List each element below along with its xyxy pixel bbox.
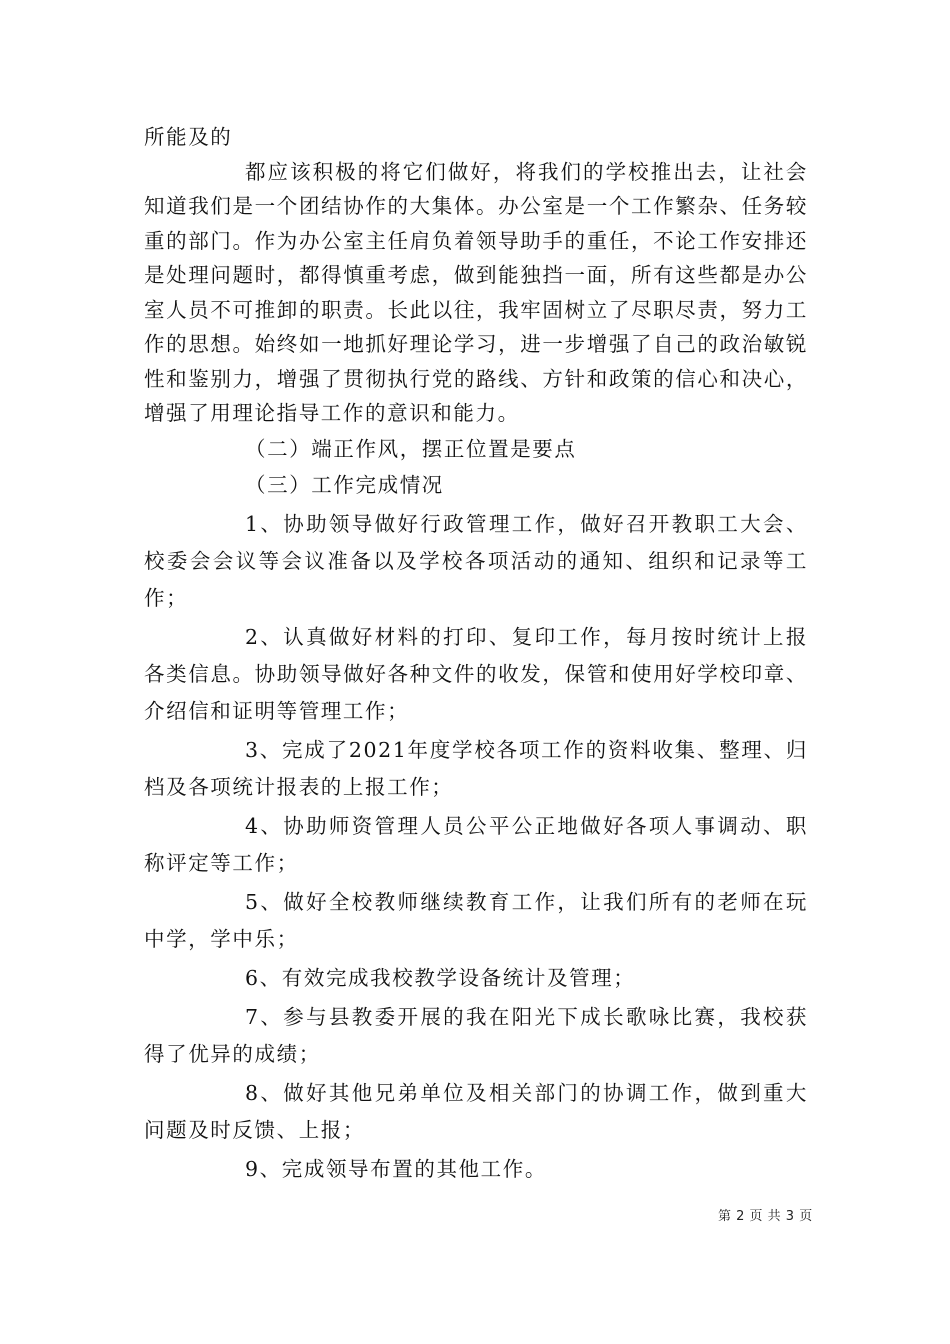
document-body (144, 120, 808, 1188)
list-item-4: 4、协助师资管理人员公平公正地做好各项人事调动、职称评定等工作； (144, 813, 808, 875)
paragraph-continuation: 所能及的 (144, 125, 233, 149)
section-heading-3: （三）工作完成情况 (245, 473, 444, 497)
list-item-7: 7、参与县教委开展的我在阳光下成长歌咏比赛，我校获得了优异的成绩； (144, 1004, 808, 1066)
list-item-5: 5、做好全校教师继续教育工作，让我们所有的老师在玩中学，学中乐； (144, 889, 808, 951)
page-number-footer: 第 2 页 共 3 页 (718, 1209, 813, 1224)
list-item-1: 1、协助领导做好行政管理工作，做好召开教职工大会、校委会会议等会议准备以及学校各项活动的通知、组织和记录等工作； (144, 511, 808, 610)
list-item-6: 6、有效完成我校教学设备统计及管理； (245, 965, 636, 990)
section-heading-2: （二）端正作风，摆正位置是要点 (245, 436, 577, 461)
paragraph-body: 都应该积极的将它们做好，将我们的学校推出去，让社会知道我们是一个团结协作的大集体。办公室是一个工作繁杂、任务较重的部门。作为办公室主任肩负着领导助手的重任，不论工作安排还是处理问题时，都得慎重考虑，做到能独挡一面，所有这些都是办公室人员不可推卸的职责。长此以往，我牢固树立了尽职尽责，努力工作的思想。始终如一地抓好理论学习，进一步增强了自己的政治敏锐性和鉴别力，增强了贯彻执行党的路线、方针和政策的信心和决心，增强了用理论指导工作的意识和能力。 (144, 159, 808, 425)
list-item-8: 8、做好其他兄弟单位及相关部门的协调工作，做到重大问题及时反馈、上报； (144, 1080, 808, 1142)
list-item-2: 2、认真做好材料的打印、复印工作，每月按时统计上报各类信息。协助领导做好各种文件的收发，保管和使用好学校印章、介绍信和证明等管理工作； (144, 624, 808, 723)
list-item-3: 3、完成了2021年度学校各项工作的资料收集、整理、归档及各项统计报表的上报工作； (144, 737, 808, 799)
list-item-9: 9、完成领导布置的其他工作。 (245, 1156, 547, 1181)
